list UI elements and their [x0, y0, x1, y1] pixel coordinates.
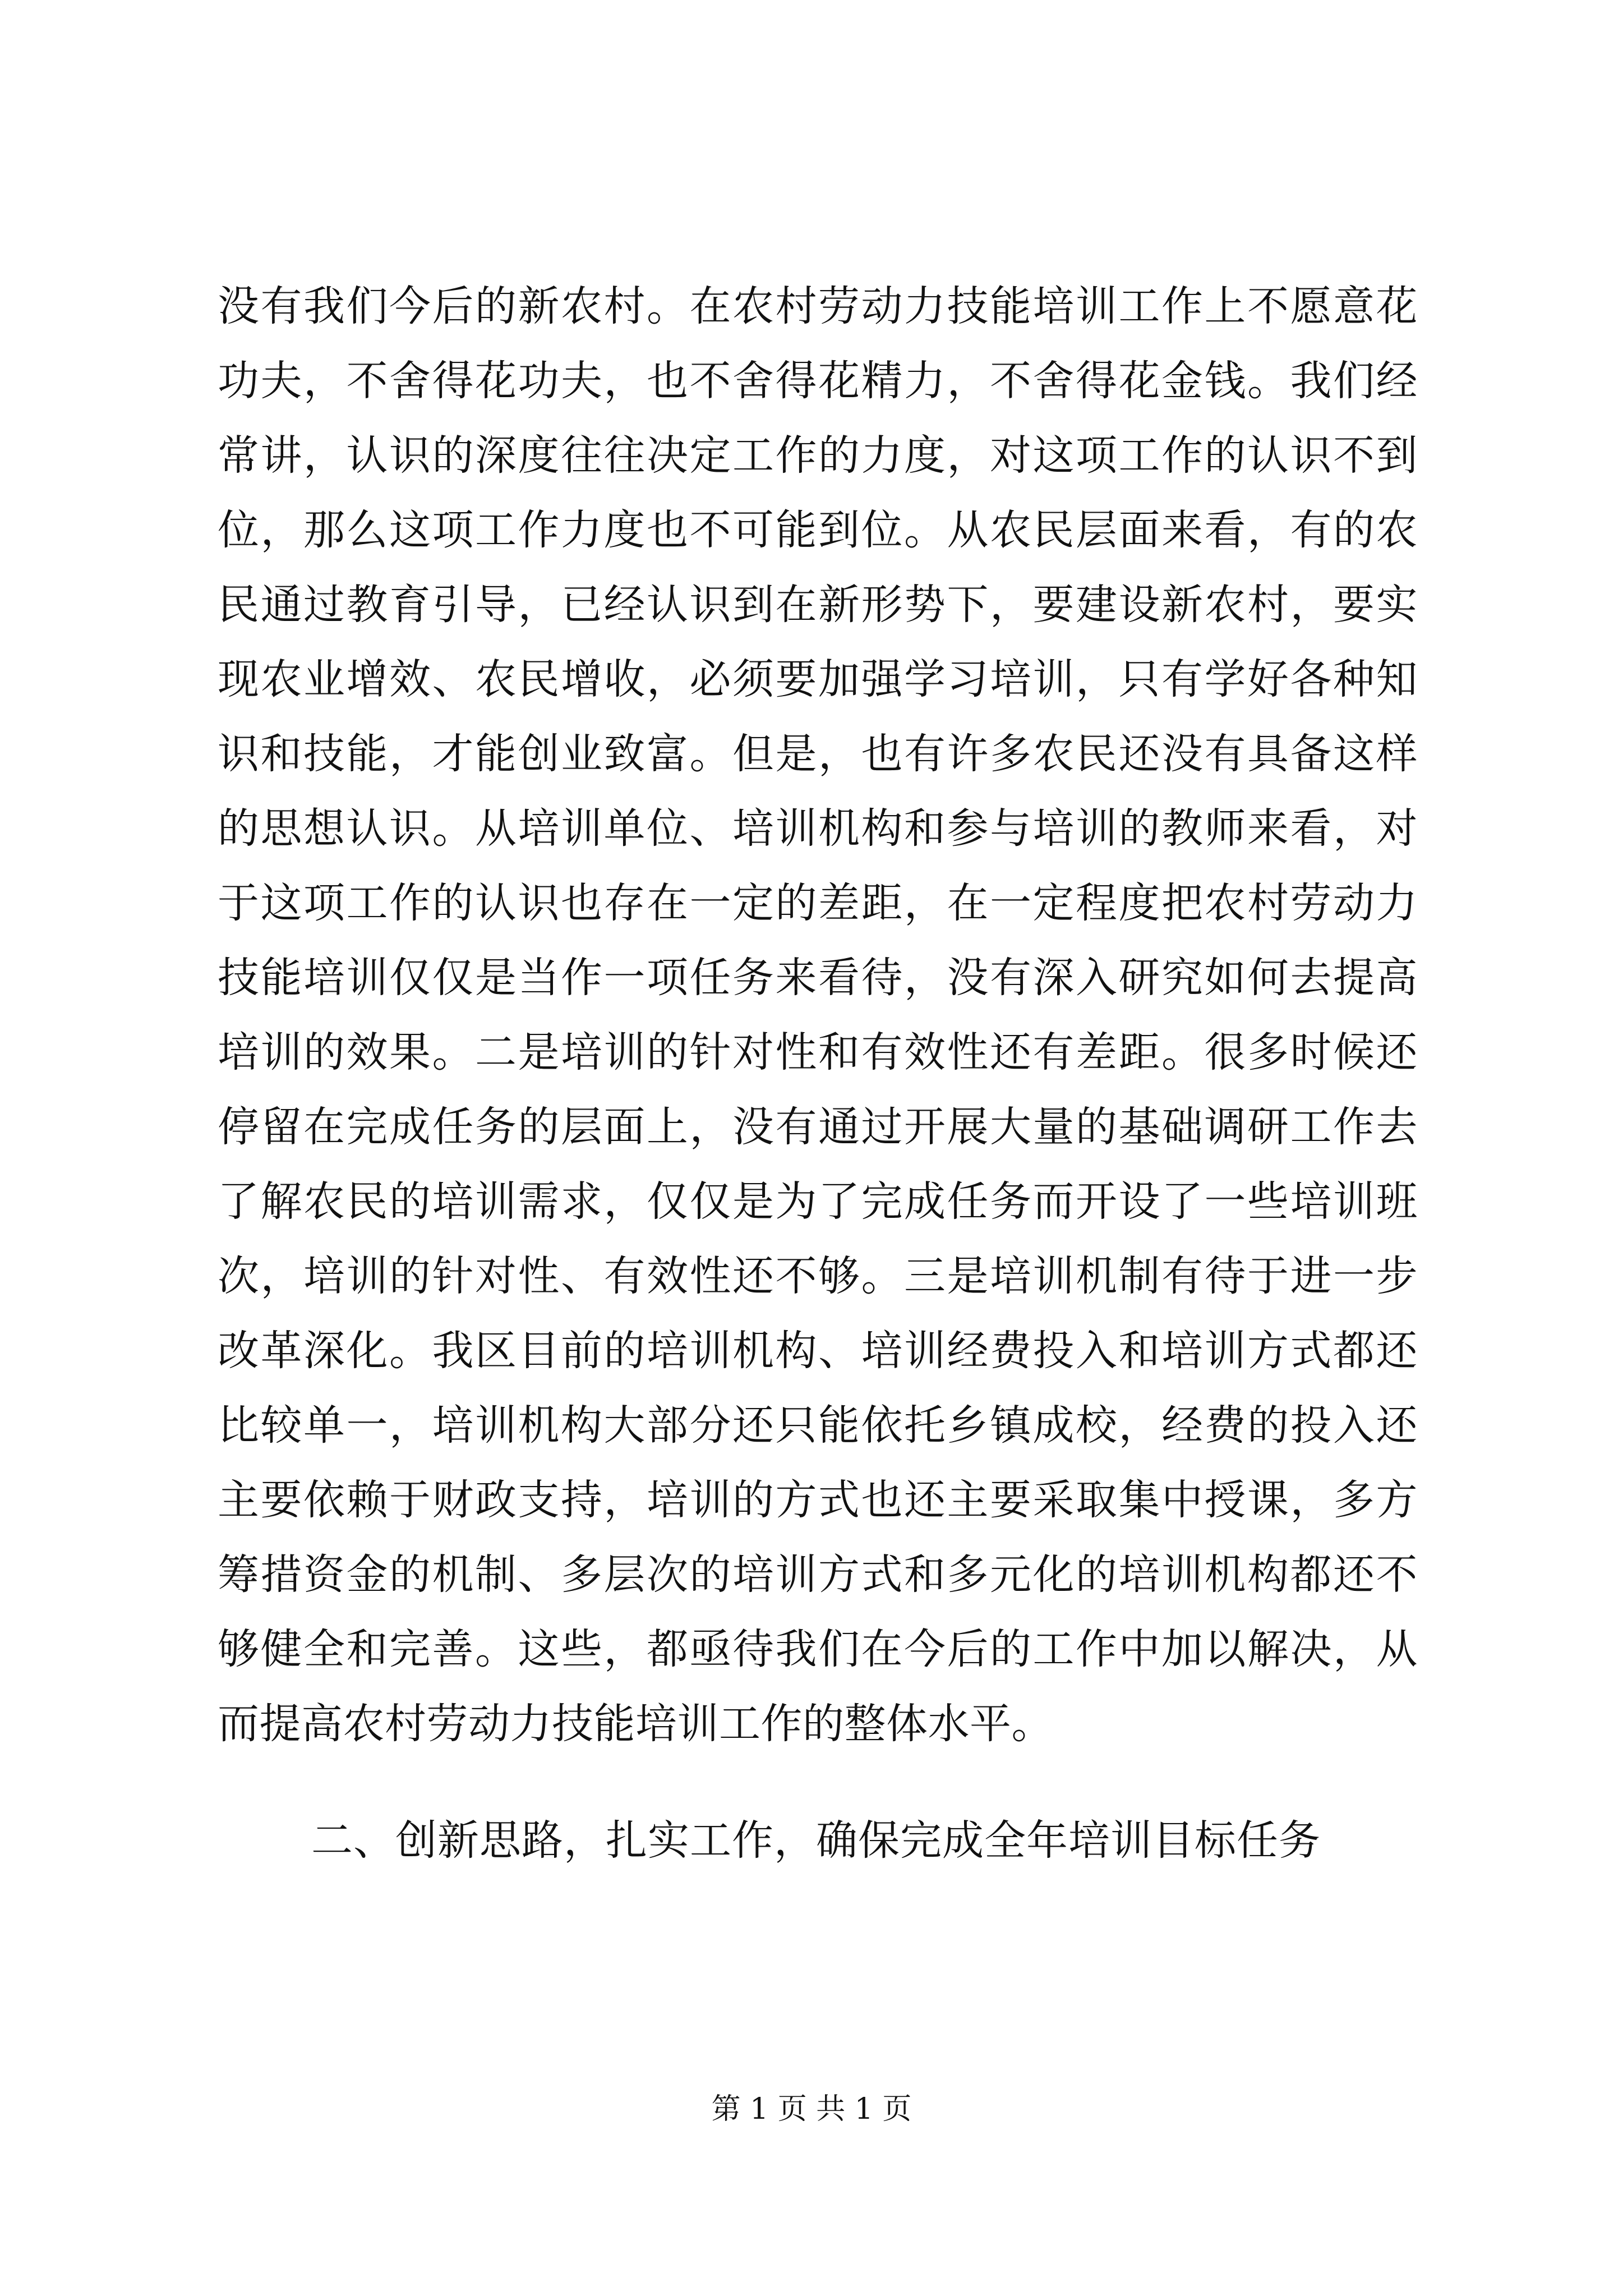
paragraph-line: 识和技能，才能创业致富。但是，也有许多农民还没有具备这样: [218, 730, 1418, 778]
paragraph-line: 功夫，不舍得花功夫，也不舍得花精力，不舍得花金钱。我们经: [218, 357, 1418, 405]
paragraph-line: 够健全和完善。这些，都亟待我们在今后的工作中加以解决，从: [218, 1625, 1418, 1673]
paragraph-line: 的思想认识。从培训单位、培训机构和参与培训的教师来看，对: [218, 804, 1418, 853]
paragraph-line: 改革深化。我区目前的培训机构、培训经费投入和培训方式都还: [218, 1327, 1418, 1375]
paragraph-line: 次，培训的针对性、有效性还不够。三是培训机制有待于进一步: [218, 1252, 1418, 1300]
page-number-label: 第 1 页 共 1 页: [711, 2092, 912, 2126]
section-heading: 二、创新思路，扎实工作，确保完成全年培训目标任务: [311, 1816, 1321, 1865]
paragraph-line: 筹措资金的机制、多层次的培训方式和多元化的培训机构都还不: [218, 1550, 1418, 1599]
paragraph-line: 于这项工作的认识也存在一定的差距，在一定程度把农村劳动力: [218, 879, 1418, 927]
paragraph-line: 比较单一，培训机构大部分还只能依托乡镇成校，经费的投入还: [218, 1401, 1418, 1450]
body-paragraph: [218, 269, 1418, 1761]
paragraph-line: 现农业增效、农民增收，必须要加强学习培训，只有学好各种知: [218, 655, 1418, 703]
paragraph-line: 位，那么这项工作力度也不可能到位。从农民层面来看，有的农: [218, 506, 1418, 554]
paragraph-line: 技能培训仅仅是当作一项任务来看待，没有深入研究如何去提高: [218, 954, 1418, 1002]
paragraph-line: 常讲，认识的深度往往决定工作的力度，对这项工作的认识不到: [218, 431, 1418, 480]
paragraph-line: 民通过教育引导，已经认识到在新形势下，要建设新农村，要实: [218, 581, 1418, 629]
paragraph-line: 培训的效果。二是培训的针对性和有效性还有差距。很多时候还: [218, 1028, 1418, 1076]
paragraph-line: 停留在完成任务的层面上，没有通过开展大量的基础调研工作去: [218, 1103, 1418, 1151]
paragraph-line: 了解农民的培训需求，仅仅是为了完成任务而开设了一些培训班: [218, 1177, 1418, 1226]
paragraph-line: 没有我们今后的新农村。在农村劳动力技能培训工作上不愿意花: [218, 282, 1418, 330]
page-footer: [0, 2090, 1623, 2129]
paragraph-line: 主要依赖于财政支持，培训的方式也还主要采取集中授课，多方: [218, 1476, 1418, 1524]
paragraph-line: 而提高农村劳动力技能培训工作的整体水平。: [218, 1700, 1053, 1748]
